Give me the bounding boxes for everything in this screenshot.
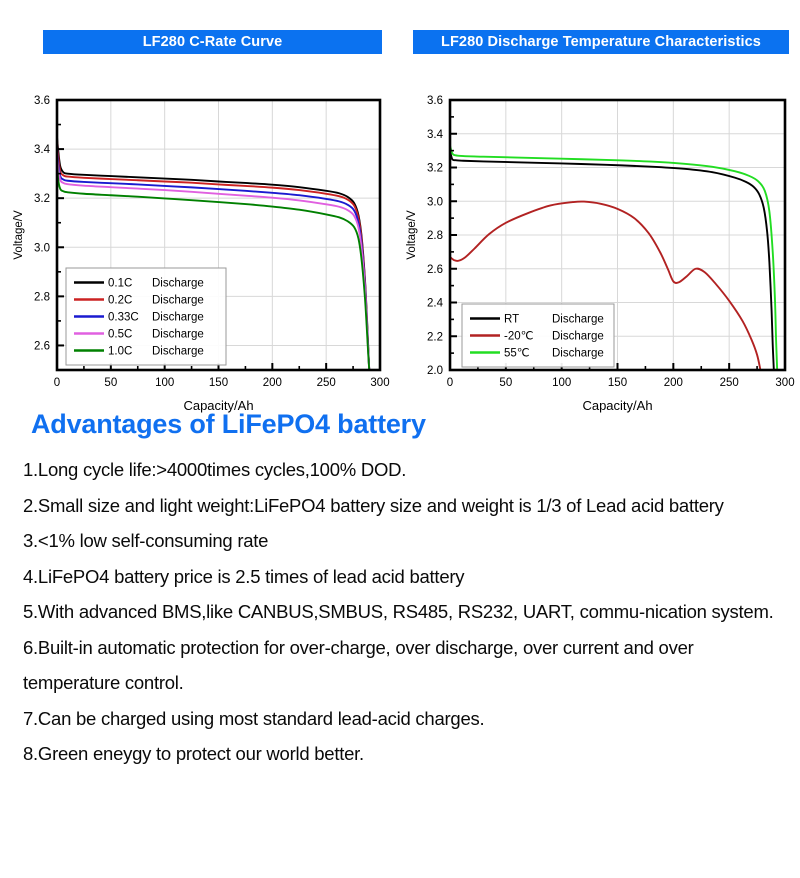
legend-label-4: 1.0C	[108, 345, 133, 358]
advantage-item: 8.Green eneygy to protect our world better.	[23, 743, 364, 764]
ytick-label: 3.4	[34, 144, 50, 157]
legend-suffix-0: Discharge	[552, 313, 604, 326]
xtick-label: 150	[607, 377, 628, 389]
xtick-label: 0	[53, 377, 61, 389]
chart-legend	[66, 268, 226, 365]
legend-suffix-2: Discharge	[152, 311, 204, 324]
ytick-label: 3.4	[427, 128, 443, 141]
legend-label-1: 0.2C	[108, 294, 133, 307]
legend-label-1: -20℃	[504, 330, 534, 343]
advantage-item: 7.Can be charged using most standard lead-acid charges.	[23, 707, 485, 729]
advantage-item: 1.Long cycle life:>4000times cycles,100% DOD.	[23, 459, 407, 480]
y-axis-title: Voltage/V	[406, 210, 418, 260]
legend-label-0: 0.1C	[108, 277, 133, 290]
ytick-label: 3.0	[427, 196, 443, 209]
legend-label-2: 0.33C	[108, 311, 139, 324]
ytick-label: 3.6	[34, 95, 50, 107]
legend-label-0: RT	[504, 313, 520, 326]
legend-suffix-3: Discharge	[152, 328, 204, 341]
legend-suffix-1: Discharge	[152, 294, 204, 307]
y-axis-title: Voltage/V	[13, 210, 25, 260]
legend-suffix-4: Discharge	[152, 345, 204, 358]
advantages-heading: Advantages of LiFePO4 battery	[31, 409, 426, 439]
xtick-label: 300	[370, 377, 390, 389]
advantage-item: 3.<1% low self-consuming rate	[23, 530, 269, 551]
xtick-label: 0	[446, 377, 454, 389]
xtick-label: 200	[663, 377, 683, 389]
legend-suffix-1: Discharge	[552, 330, 604, 343]
advantage-item: 2.Small size and light weight:LiFePO4 battery size and weight is 1/3 of Lead acid battery	[23, 494, 724, 516]
advantage-item: 5.With advanced BMS,like CANBUS,SMBUS, RS485, RS232, UART, commu-nication system.	[23, 601, 774, 622]
chart-title-c-rate: LF280 C-Rate Curve	[43, 30, 382, 54]
legend-label-3: 0.5C	[108, 328, 133, 341]
xtick-label: 300	[775, 377, 795, 389]
advantage-item: 6.Built-in automatic protection for over-charge, over discharge, over current and over temperature control.	[23, 636, 694, 693]
xtick-label: 100	[155, 377, 175, 389]
ytick-label: 2.4	[427, 297, 443, 310]
legend-suffix-0: Discharge	[152, 277, 204, 290]
xtick-label: 200	[262, 377, 282, 389]
x-axis-title: Capacity/Ah	[183, 398, 254, 413]
discharge-temperature-chart	[400, 52, 800, 413]
ytick-label: 2.8	[34, 291, 50, 304]
charts-row	[0, 22, 800, 413]
ytick-label: 3.6	[427, 95, 443, 107]
ytick-label: 2.6	[34, 340, 50, 353]
ytick-label: 3.0	[34, 242, 50, 255]
xtick-label: 50	[499, 377, 513, 389]
ytick-label: 2.2	[427, 331, 443, 344]
legend-suffix-2: Discharge	[552, 347, 604, 360]
advantages-list	[23, 452, 781, 772]
xtick-label: 250	[316, 377, 336, 389]
chart-legend	[462, 304, 614, 367]
legend-label-2: 55℃	[504, 347, 530, 360]
ytick-label: 3.2	[34, 193, 50, 206]
ytick-label: 3.2	[427, 162, 443, 175]
ytick-label: 2.0	[427, 365, 443, 377]
xtick-label: 50	[104, 377, 118, 389]
x-axis-title: Capacity/Ah	[582, 398, 653, 413]
chart-panel-temperature	[400, 22, 800, 413]
c-rate-curve-chart	[0, 52, 400, 413]
ytick-label: 2.8	[427, 230, 443, 242]
xtick-label: 150	[208, 377, 229, 389]
xtick-label: 100	[552, 377, 572, 389]
advantage-item: 4.LiFePO4 battery price is 2.5 times of lead acid battery	[23, 565, 465, 587]
chart-panel-c-rate	[0, 22, 400, 413]
xtick-label: 250	[719, 377, 739, 389]
ytick-label: 2.6	[427, 263, 443, 276]
chart-title-temperature: LF280 Discharge Temperature Characteristics	[413, 30, 789, 54]
